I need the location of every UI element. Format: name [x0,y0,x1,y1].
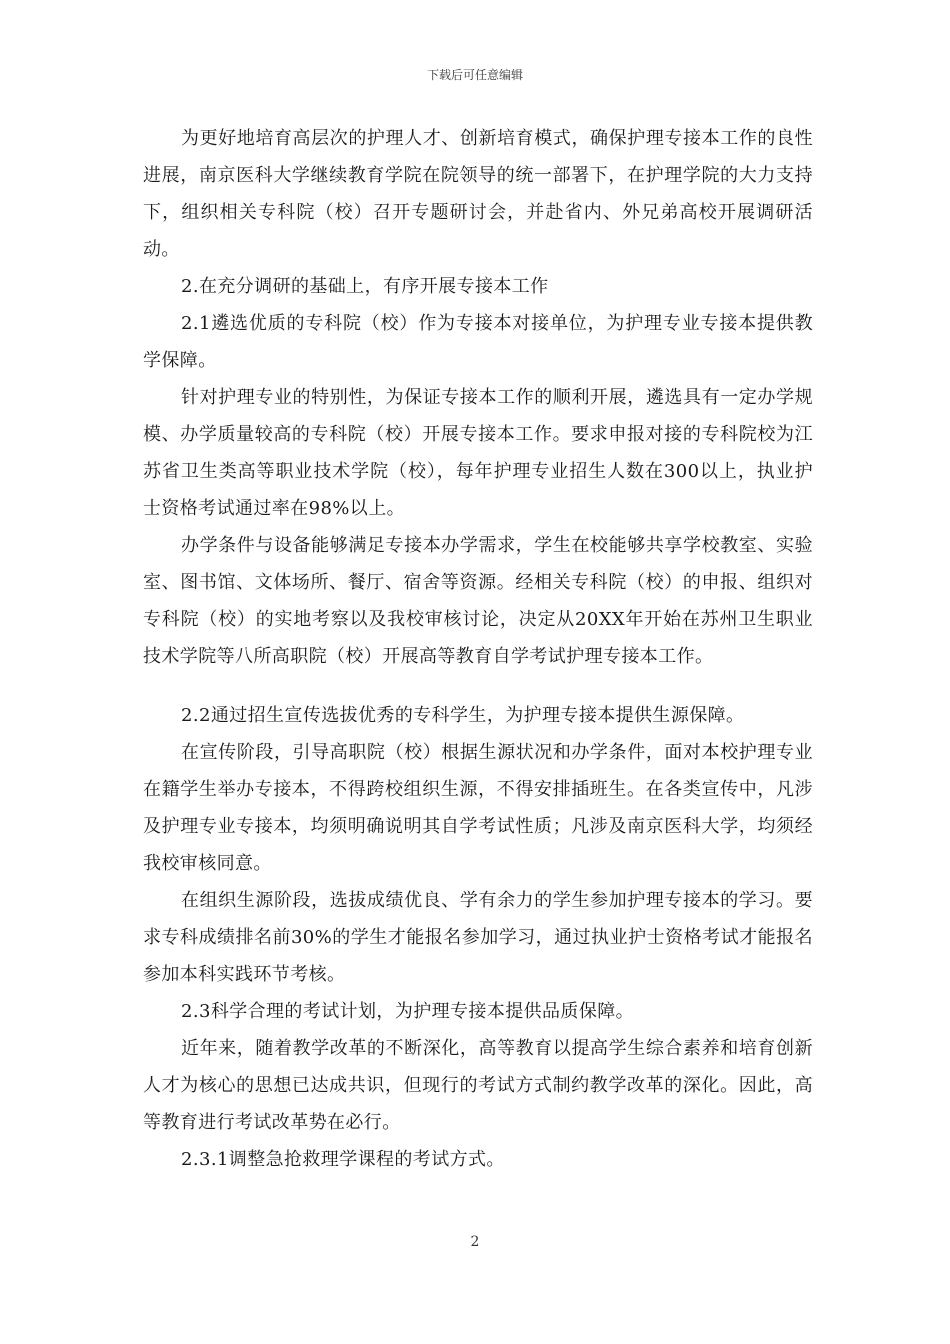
paragraph-selection-criteria: 针对护理专业的特别性，为保证专接本工作的顺利开展，遴选具有一定办学规模、办学质量较高的专科院（校）开展专接本工作。要求申报对接的专科院校为江苏省卫生类高等职业技术学院（校），每年护理专业招生人数在300以上，执业护士资格考试通过率在98%以上。 [143,387,813,519]
paragraph-facilities: 办学条件与设备能够满足专接本办学需求，学生在校能够共享学校教室、实验室、图书馆、文体场所、餐厅、宿舍等资源。经相关专科院（校）的申报、组织对专科院（校）的实地考察以及我校审核讨论，决定从20XX年开始在苏州卫生职业技术学院等八所高职院（校）开展高等教育自学考试护理专接本工作。 [143,535,813,667]
page-header: 下载后可任意编辑 [426,68,523,82]
paragraph-exam-reform: 近年来，随着教学改革的不断深化，高等教育以提高学生综合素养和培育创新人才为核心的思想已达成共识，但现行的考试方式制约教学改革的深化。因此，高等教育进行考试改革势在必行。 [143,1038,813,1133]
heading-2-3-1: 2.3.1调整急抢救理学课程的考试方式。 [181,1149,505,1170]
heading-2-2: 2.2通过招生宣传选拔优秀的专科学生，为护理专接本提供生源保障。 [181,705,745,726]
page-number: 2 [470,1234,480,1250]
paragraph-publicity: 在宣传阶段，引导高职院（校）根据生源状况和办学条件，面对本校护理专业在籍学生举办专接本，不得跨校组织生源，不得安排插班生。在各类宣传中，凡涉及护理专业专接本，均须明确说明其自学考试性质；凡涉及南京医科大学，均须经我校审核同意。 [143,742,813,874]
paragraph-enrollment: 在组织生源阶段，选拔成绩优良、学有余力的学生参加护理专接本的学习。要求专科成绩排名前30%的学生才能报名参加学习，通过执业护士资格考试才能报名参加本科实践环节考核。 [143,890,813,985]
heading-2-1: 2.1遴选优质的专科院（校）作为专接本对接单位，为护理专业专接本提供教学保障。 [143,313,813,371]
heading-2-3: 2.3科学合理的考试计划，为护理专接本提供品质保障。 [181,1001,635,1022]
document-body [143,120,813,1178]
paragraph-intro: 为更好地培育高层次的护理人才、创新培育模式，确保护理专接本工作的良性进展，南京医科大学继续教育学院在院领导的统一部署下，在护理学院的大力支持下，组织相关专科院（校）召开专题研讨会，并赴省内、外兄弟高校开展调研活动。 [143,128,813,260]
heading-2: 2.在充分调研的基础上，有序开展专接本工作 [181,276,549,297]
